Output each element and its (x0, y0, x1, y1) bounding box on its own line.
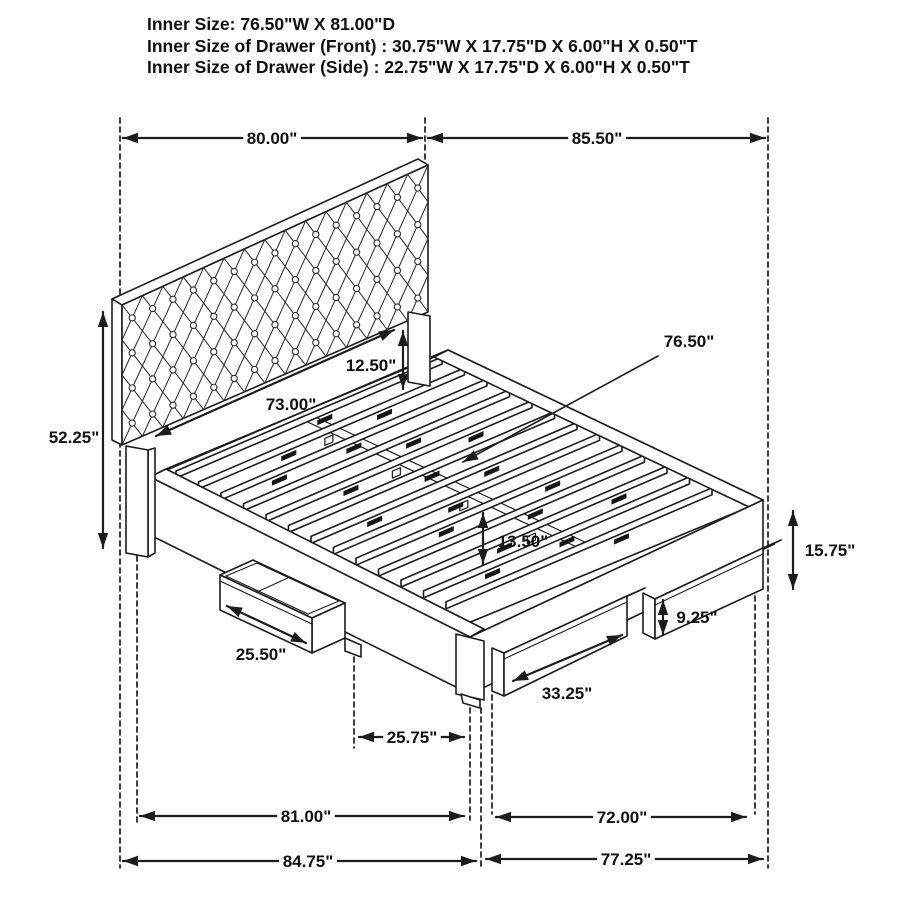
dimension-side-rail-height-label: 15.75" (804, 541, 856, 560)
dimension-headboard-height (49, 312, 109, 548)
dimension-bottom-length-outer-label: 84.75" (282, 852, 334, 871)
spec-line-front-drawer: Inner Size of Drawer (Front) : 30.75"W X 17.75"D X 6.00"H X 0.50"T (147, 35, 698, 56)
dimension-top-width-right-label: 85.50" (571, 129, 623, 148)
dimension-leg-offset-label: 25.75" (386, 728, 438, 747)
dimension-side-rail-height (788, 511, 856, 589)
dimension-top-width-right (428, 127, 765, 149)
spec-line-side-drawer: Inner Size of Drawer (Side) : 22.75"W X 17.75"D X 6.00"H X 0.50"T (147, 57, 690, 77)
dimension-bottom-length-inner-label: 81.00" (280, 807, 332, 826)
spec-line-overall: Inner Size: 76.50"W X 81.00"D (147, 14, 396, 34)
dimension-bottom-width-inner-label: 72.00" (596, 808, 648, 827)
dimension-top-width-left-label: 80.00" (246, 129, 298, 148)
headboard-left-edge (112, 299, 122, 445)
dimension-bottom-width-outer (486, 848, 763, 870)
dimension-top-width-left (123, 127, 422, 149)
dimension-drawer-height-label: 9.25" (676, 608, 718, 627)
dimension-headboard-to-slat-gap-label: 12.50" (345, 356, 397, 375)
dimension-bottom-width-inner (496, 806, 746, 828)
dimension-slat-width-label: 76.50" (663, 332, 715, 351)
dimension-headboard-height-label: 52.25" (48, 428, 100, 447)
dimension-bottom-width-outer-label: 77.25" (600, 850, 652, 869)
dimension-front-drawer-width-label: 33.25" (541, 684, 593, 703)
dimension-bottom-length-outer (123, 850, 476, 872)
dimension-leg-offset (359, 726, 464, 748)
dimension-headboard-inner-width-label: 73.00" (265, 395, 317, 414)
dimension-side-drawer-width-label: 25.50" (235, 645, 287, 664)
dimension-slat-height-label: 13.50" (497, 532, 549, 551)
dimension-bottom-length-inner (140, 805, 464, 827)
